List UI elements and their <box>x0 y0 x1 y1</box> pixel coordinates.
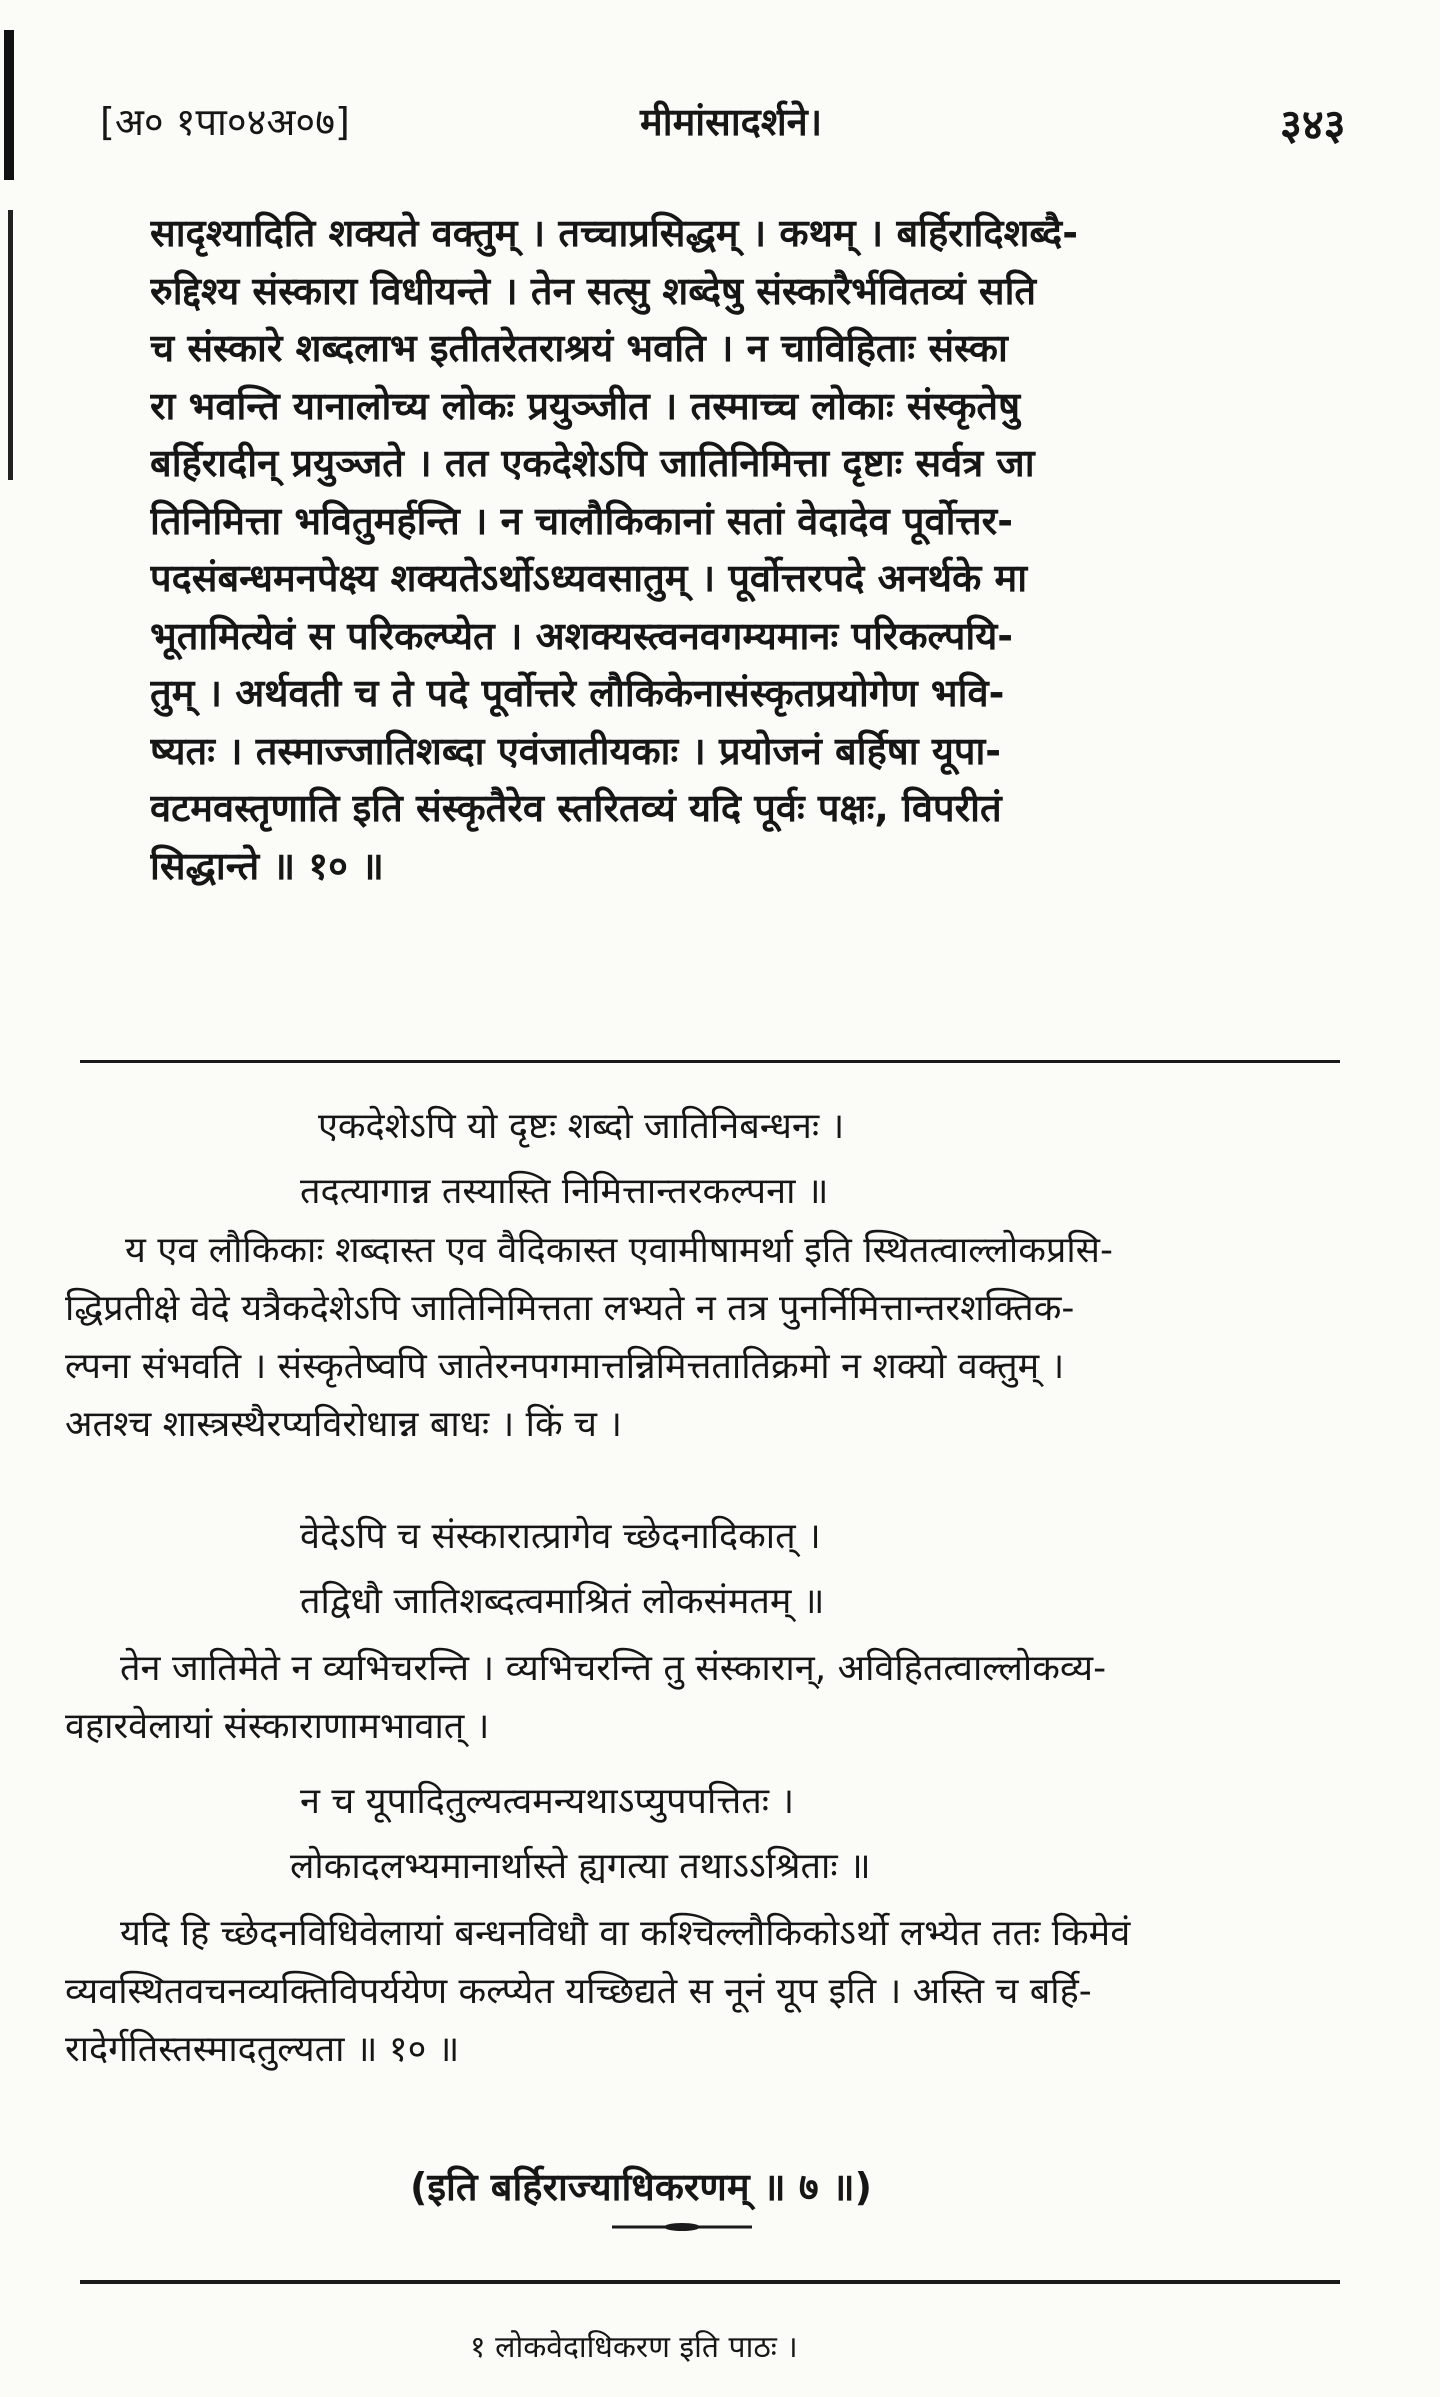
commentary-line: पदसंबन्धमनपेक्ष्य शक्यतेऽर्थोऽध्यवसातुम् । पूर्वोत्तरपदे अनर्थके मा <box>150 556 1028 600</box>
footnote-divider <box>80 2280 1340 2284</box>
book-title: मीमांसादर्शने। <box>640 100 823 144</box>
verse-line: लोकादलभ्यमानार्थास्ते ह्यगत्या तथाऽऽश्रिताः ॥ <box>290 1846 871 1887</box>
commentary-line: सादृश्यादिति शक्यते वक्तुम् । तच्चाप्रसिद्धम् । कथम् । बर्हिरादिशब्दै- <box>150 211 1079 255</box>
verse-line: एकदेशेऽपि यो दृष्टः शब्दो जातिनिबन्धनः । <box>318 1106 845 1147</box>
commentary-line: बर्हिरादीन् प्रयुञ्जते । तत एकदेशेऽपि जातिनिमित्ता दृष्टाः सर्वत्र जा <box>150 441 1035 485</box>
chapter-reference: [अ० १पा०४अ०७] <box>100 100 350 144</box>
commentary-line: ष्यतः । तस्माज्जातिशब्दा एवंजातीयकाः । प्रयोजनं बर्हिषा यूपा- <box>150 728 1002 773</box>
commentary-line: रा भवन्ति यानालोच्य लोकः प्रयुञ्जीत । तस्माच्च लोकाः संस्कृतेषु <box>150 383 1021 428</box>
commentary-line: भूतामित्येवं स परिकल्प्येत । अशक्यस्त्वनवगम्यमानः परिकल्पयि- <box>150 613 1014 658</box>
prose-line: व्यवस्थितवचनव्यक्तिविपर्ययेण कल्प्येत यच्छिद्यते स नूनं यूप इति । अस्ति च बर्हि- <box>65 1971 1092 2012</box>
prose-line: वहारवेलायां संस्काराणामभावात् । <box>65 1706 490 1747</box>
footnote: १ लोकवेदाधिकरण इति पाठः । <box>470 2330 798 2365</box>
verse-line: न च यूपादितुल्यत्वमन्यथाऽप्युपपत्तितः । <box>300 1781 795 1822</box>
margin-edge-mark <box>8 210 13 480</box>
prose-line: द्धिप्रतीक्षे वेदे यत्रैकदेशेऽपि जातिनिमित्तता लभ्यते न तत्र पुनर्निमित्तान्तरशक्तिक- <box>65 1288 1075 1329</box>
page-number: ३४३ <box>1280 100 1346 149</box>
prose-line: यदि हि च्छेदनविधिवेलायां बन्धनविधौ वा कश्चिल्लौकिकोऽर्थो लभ्येत ततः किमेवं <box>120 1913 1131 1954</box>
verse-line: तदत्यागान्न तस्यास्ति निमित्तान्तरकल्पना ॥ <box>300 1171 829 1212</box>
commentary-line: तिनिमित्ता भवितुमर्हन्ति । न चालौकिकानां सतां वेदादेव पूर्वोत्तर- <box>150 498 1013 543</box>
verse-line: वेदेऽपि च संस्कारात्प्रागेव च्छेदनादिकात् । <box>300 1516 821 1557</box>
prose-line: अतश्च शास्त्रस्थैरप्यविरोधान्न बाधः । किं च । <box>65 1404 623 1445</box>
ornament-dash <box>612 2222 752 2232</box>
commentary-line: रुद्दिश्य संस्कारा विधीयन्ते । तेन सत्सु शब्देषु संस्कारैर्भवितव्यं सति <box>150 268 1037 313</box>
prose-line: ल्पना संभवति । संस्कृतेष्वपि जातेरनपगमात्तन्निमित्ततातिक्रमो न शक्यो वक्तुम् । <box>65 1346 1065 1387</box>
commentary-line: च संस्कारे शब्दलाभ इतीतरेतराश्रयं भवति । न चाविहिताः संस्का <box>150 326 1008 370</box>
prose-line: य एव लौकिकाः शब्दास्त एव वैदिकास्त एवामीषामर्था इति स्थितत्वाल्लोकप्रसि- <box>125 1230 1113 1271</box>
running-header <box>0 95 1440 165</box>
prose-paragraph <box>65 1222 1345 1454</box>
commentary-line: सिद्धान्ते ॥ १० ॥ <box>150 843 384 888</box>
prose-line: तेन जातिमेते न व्यभिचरन्ति । व्यभिचरन्ति तु संस्कारान्, अविहितत्वाल्लोकव्य- <box>120 1648 1107 1689</box>
prose-line: रादेर्गतिस्तस्मादतुल्यता ॥ १० ॥ <box>65 2029 460 2070</box>
commentary-line: वटमवस्तृणाति इति संस्कृतैरेव स्तरितव्यं यदि पूर्वः पक्षः, विपरीतं <box>150 786 1002 830</box>
commentary-line: तुम् । अर्थवती च ते पदे पूर्वोत्तरे लौकिकेनासंस्कृतप्रयोगेण भवि- <box>150 671 1005 715</box>
prose-paragraph <box>65 1640 1345 1756</box>
verse-line: तद्विधौ जातिशब्दत्वमाश्रितं लोकसंमतम् ॥ <box>300 1581 825 1622</box>
prose-paragraph <box>65 1905 1345 2079</box>
section-divider <box>80 1060 1340 1063</box>
section-colophon: (इति बर्हिराज्याधिकरणम् ॥ ७ ॥) <box>410 2165 872 2209</box>
commentary-block <box>150 205 1300 895</box>
